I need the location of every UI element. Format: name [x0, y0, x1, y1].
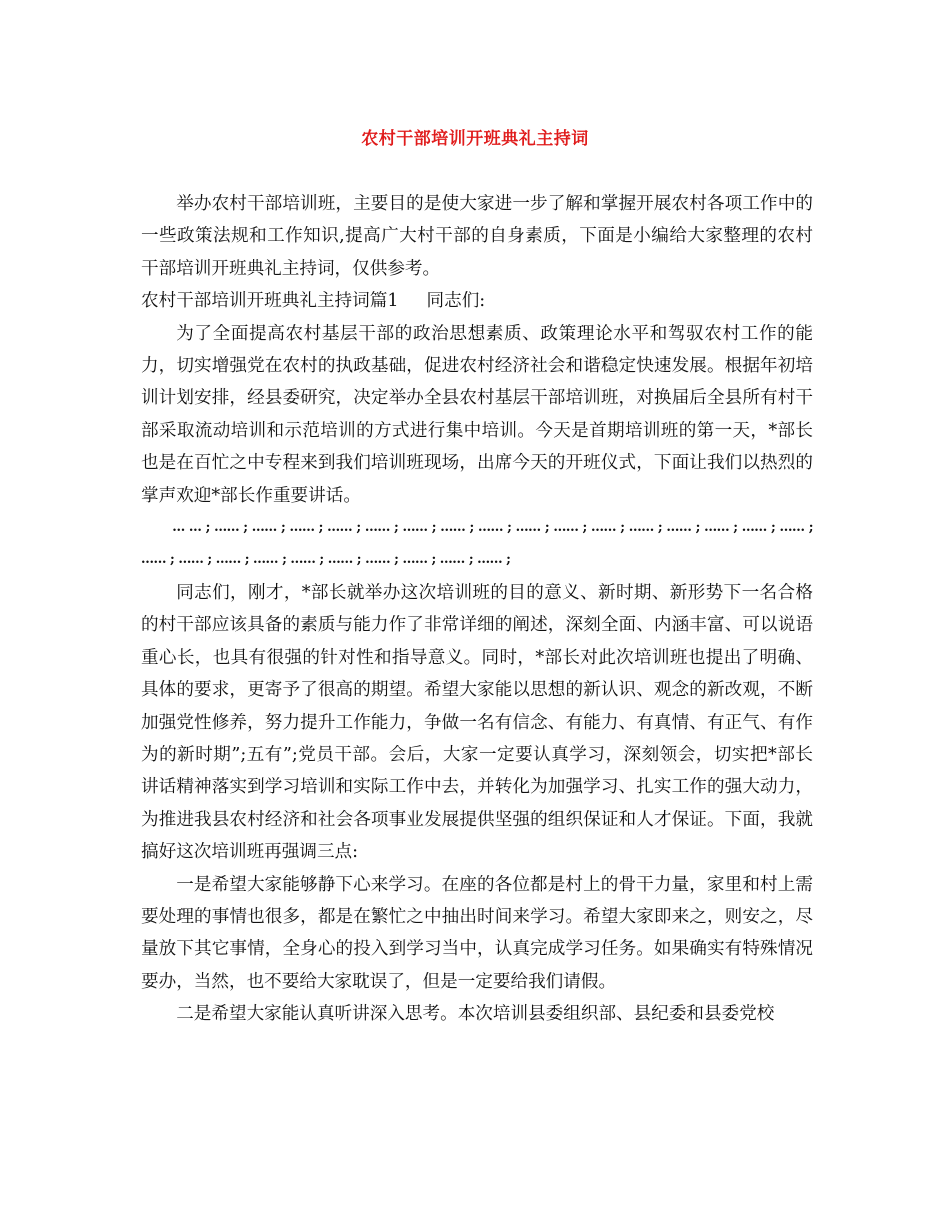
greeting: 同志们:	[426, 291, 486, 312]
paragraph-2: 同志们，刚才，*部长就举办这次培训班的目的意义、新时期、新形势下一名合格的村干部应该具备的素质与能力作了非常详细的阐述，深刻全面、内涵丰富、可以说语重心长，也具有很强的针对性和指导意义。同时，*部长对此次培训班也提出了明确、具体的要求，更寄予了很高的期望。希望大家能以思想的新认识、观念的新改观，不断加强党性修养，努力提升工作能力，争做一名有信念、有能力、有真情、有正气、有作为的新时期”;五有”;党员干部。会后，大家一定要认真学习，深刻领会，切实把*部长讲话精神落实到学习培训和实际工作中去，并转化为加强学习、扎实工作的强大动力，为推进我县农村经济和社会各项事业发展提供坚强的组织保证和人才保证。下面，我就搞好这次培训班再强调三点:	[141, 582, 813, 863]
paragraph-4: 二是希望大家能认真听讲深入思考。本次培训县委组织部、县纪委和县委党校	[176, 1004, 775, 1025]
section-heading: 农村干部培训开班典礼主持词篇1	[141, 291, 399, 312]
document-body	[141, 188, 813, 1031]
ellipsis-paragraph: … … ; …… ; …… ; …… ; …… ; …… ; …… ; …… ; …… ; …… ; …… ; …… ; …… ; …… ; …… ; …… ; …… ; …… ; …… ; …… ; …… ; …… ; …… ; …… ; …… ; …… ; …… ;	[141, 520, 813, 568]
document-title: 农村干部培训开班典礼主持词	[361, 129, 589, 149]
paragraph-1: 为了全面提高农村基层干部的政治思想素质、政策理论水平和驾驭农村工作的能力，切实增强党在农村的执政基础，促进农村经济社会和谐稳定快速发展。根据年初培训计划安排，经县委研究，决定举办全县农村基层干部培训班，对换届后全县所有村干部采取流动培训和示范培训的方式进行集中培训。今天是首期培训班的第一天，*部长也是在百忙之中专程来到我们培训班现场，出席今天的开班仪式，下面让我们以热烈的掌声欢迎*部长作重要讲话。	[141, 323, 813, 506]
paragraph-3: 一是希望大家能够静下心来学习。在座的各位都是村上的骨干力量，家里和村上需要处理的事情也很多，都是在繁忙之中抽出时间来学习。希望大家即来之，则安之，尽量放下其它事情，全身心的投入到学习当中，认真完成学习任务。如果确实有特殊情况要办，当然，也不要给大家耽误了，但是一定要给我们请假。	[141, 874, 813, 992]
section-heading-line	[141, 285, 813, 317]
intro-paragraph: 举办农村干部培训班，主要目的是使大家进一步了解和掌握开展农村各项工作中的一些政策法规和工作知识,提高广大村干部的自身素质，下面是小编给大家整理的农村干部培训开班典礼主持词，仅供参考。	[141, 194, 813, 279]
